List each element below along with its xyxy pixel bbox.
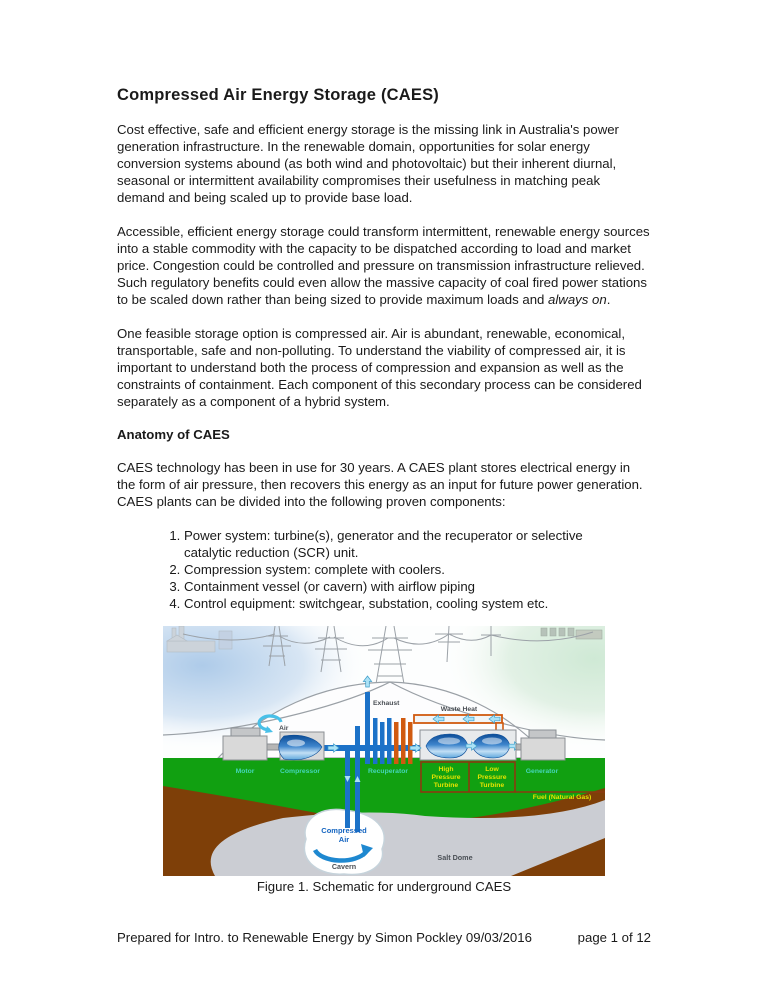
svg-text:Turbine: Turbine bbox=[479, 782, 505, 789]
footer-prepared-for: Prepared for Intro. to Renewable Energy by Simon Pockley 09/03/2016 bbox=[117, 930, 532, 945]
label-exhaust: Exhaust bbox=[373, 700, 400, 707]
svg-text:Air: Air bbox=[338, 835, 350, 844]
list-item-control-equipment: 4. Control equipment: switchgear, substation, cooling system etc. bbox=[184, 595, 626, 612]
svg-text:Pressure: Pressure bbox=[431, 774, 461, 781]
figure-caption: Figure 1. Schematic for underground CAES bbox=[256, 879, 512, 894]
page-footer bbox=[117, 930, 651, 945]
label-waste-heat: Waste Heat bbox=[440, 706, 478, 713]
label-lp-turbine: Low bbox=[485, 766, 499, 773]
label-salt-dome: Salt Dome bbox=[437, 853, 473, 862]
list-item-containment-vessel: 3. Containment vessel (or cavern) with airflow piping bbox=[184, 578, 626, 595]
caes-schematic-figure bbox=[163, 626, 605, 894]
label-compressed-air: Compressed bbox=[321, 826, 367, 835]
paragraph-storage-end: . bbox=[606, 292, 611, 307]
paragraph-intro: Cost effective, safe and efficient energy storage is the missing link in Australia's power generation infrastructure. In the renewable domain, opportunities for solar energy conversion systems abound (as both wind and photovoltaic) but their inherent diurnal, seasonal or intermittent availability compromises their usefulness in matching peak demand and being scaled up to provide base load. bbox=[117, 122, 619, 205]
label-cavern: Cavern bbox=[331, 862, 357, 871]
list-item-power-system: 1. Power system: turbine(s), generator and the recuperator or selective catalytic reduction (SCR) unit. bbox=[184, 527, 626, 561]
paragraph-compressed-air: One feasible storage option is compressed air. Air is abundant, renewable, economical, transportable, safe and non-polluting. To understand the viability of compressed air, it is important to understand both the process of compression and expansion as well as the constraints of containment. Each component of this secondary process can be considered separately as a component of a hybrid system. bbox=[117, 326, 642, 409]
caes-schematic-image bbox=[163, 626, 605, 876]
paragraph-storage bbox=[117, 223, 651, 308]
label-fuel: Fuel (Natural Gas) bbox=[532, 794, 592, 801]
compressor-box bbox=[279, 732, 324, 760]
list-item-compression-system: 2. Compression system: complete with coolers. bbox=[184, 561, 626, 578]
paragraph-storage-main: Accessible, efficient energy storage could transform intermittent, renewable energy sources into a stable commodity with the capacity to be dispatched according to load and market price. Congestion could be controlled and pressure on transmission infrastructure relieved. Such regulatory benefits could even allow the massive capacity of coal fired power stations to be scaled down rather than being sized to provide maximum loads and bbox=[117, 224, 650, 307]
svg-text:Pressure: Pressure bbox=[477, 774, 507, 781]
label-motor: Motor bbox=[235, 768, 255, 775]
page-title: Compressed Air Energy Storage (CAES) bbox=[117, 86, 439, 104]
label-compressor: Compressor bbox=[279, 768, 321, 775]
section-heading-anatomy: Anatomy of CAES bbox=[117, 427, 230, 442]
label-recuperator: Recuperator bbox=[367, 768, 409, 775]
components-list bbox=[117, 527, 651, 612]
label-air: Air bbox=[279, 725, 289, 732]
paragraph-storage-italic: always on bbox=[548, 292, 607, 307]
paragraph-caes-tech: CAES technology has been in use for 30 years. A CAES plant stores electrical energy in the form of air pressure, then recovers this energy as an input for future power generation. CAES plants can be divided into the following proven components: bbox=[117, 460, 643, 509]
footer-page-number: page 1 of 12 bbox=[577, 930, 651, 945]
label-hp-turbine: High bbox=[438, 766, 454, 773]
svg-text:Turbine: Turbine bbox=[433, 782, 459, 789]
label-generator: Generator bbox=[525, 768, 559, 775]
